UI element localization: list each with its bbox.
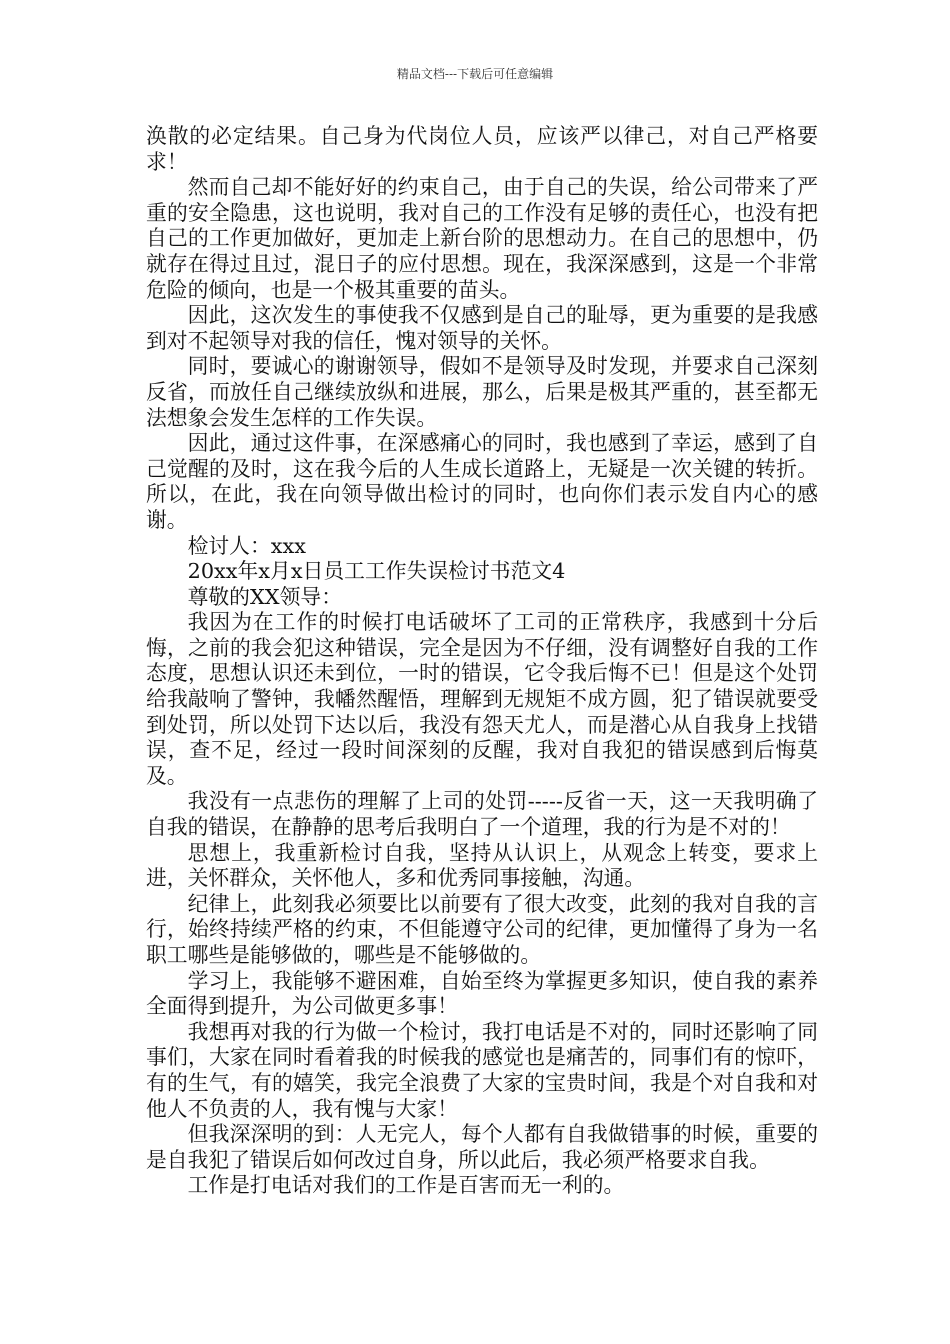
paragraph: 我因为在工作的时候打电话破坏了工司的正常秩序，我感到十分后悔，之前的我会犯这种错误，完全是因为不仔细，没有调整好自我的工作态度，思想认识还未到位，一时的错误，它令我后悔不已！但是这个处罚给我敲响了警钟，我幡然醒悟，理解到无规矩不成方圆，犯了错误就要受到处罚，所以处罚下达以后，我没有怨天尤人，而是潜心从自我身上找错误，查不足，经过一段时间深刻的反醒，我对自我犯的错误感到后悔莫及。	[146, 610, 818, 788]
paragraph: 但我深深明的到：人无完人，每个人都有自我做错事的时候，重要的是自我犯了错误后如何改过自身，所以此后，我必须严格要求自我。	[146, 1122, 818, 1172]
page-header: 精品文档---下载后可任意编辑	[396, 67, 554, 81]
paragraph: 思想上，我重新检讨自我，坚持从认识上，从观念上转变，要求上进，关怀群众，关怀他人，多和优秀同事接触，沟通。	[146, 840, 818, 891]
paragraph: 因此，这次发生的事使我不仅感到是自己的耻辱，更为重要的是我感到对不起领导对我的信任，愧对领导的关怀。	[146, 303, 818, 353]
paragraph: 因此，通过这件事，在深感痛心的同时，我也感到了幸运，感到了自己觉醒的及时，这在我今后的人生成长道路上，无疑是一次关键的转折。所以，在此，我在向领导做出检讨的同时，也向你们表示发自内心的感谢。	[146, 431, 818, 532]
paragraph: 然而自己却不能好好的约束自己，由于自己的失误，给公司带来了严重的安全隐患，这也说明，我对自己的工作没有足够的责任心，也没有把自己的工作更加做好，更加走上新台阶的思想动力。在自己的思想中，仍就存在得过且过，混日子的应付思想。现在，我深深感到，这是一个非常危险的倾向，也是一个极其重要的苗头。	[146, 175, 818, 302]
section-title: 20xx年x月x日员工工作失误检讨书范文4	[187, 559, 566, 584]
document-body	[146, 124, 818, 1199]
paragraph: 学习上，我能够不避困难，自始至终为掌握更多知识，使自我的素养全面得到提升，为公司做更多事！	[146, 968, 818, 1019]
paragraph: 我没有一点悲伤的理解了上司的处罚-----反省一天，这一天我明确了自我的错误，在静静的思考后我明白了一个道理，我的行为是不对的！	[146, 789, 818, 840]
paragraph: 工作是打电话对我们的工作是百害而无一利的。	[187, 1173, 625, 1198]
paragraph: 涣散的必定结果。自己身为代岗位人员，应该严以律己，对自己严格要求！	[146, 124, 818, 174]
paragraph: 纪律上，此刻我必须要比以前要有了很大改变，此刻的我对自我的言行，始终持续严格的约束，不但能遵守公司的纪律，更加懂得了身为一名职工哪些是能够做的，哪些是不能够做的。	[146, 891, 818, 967]
signature-line: 检讨人：xxx	[187, 533, 306, 558]
paragraph: 同时，要诚心的谢谢领导，假如不是领导及时发现，并要求自己深刻反省，而放任自己继续放纵和进展，那么，后果是极其严重的，甚至都无法想象会发生怎样的工作失误。	[146, 354, 818, 430]
salutation: 尊敬的XX领导：	[187, 584, 342, 609]
paragraph: 我想再对我的行为做一个检讨，我打电话是不对的，同时还影响了同事们，大家在同时看着我的时候我的感觉也是痛苦的，同事们有的惊吓，有的生气，有的嬉笑，我完全浪费了大家的宝贵时间，我是个对自我和对他人不负责的人，我有愧与大家！	[146, 1019, 818, 1121]
